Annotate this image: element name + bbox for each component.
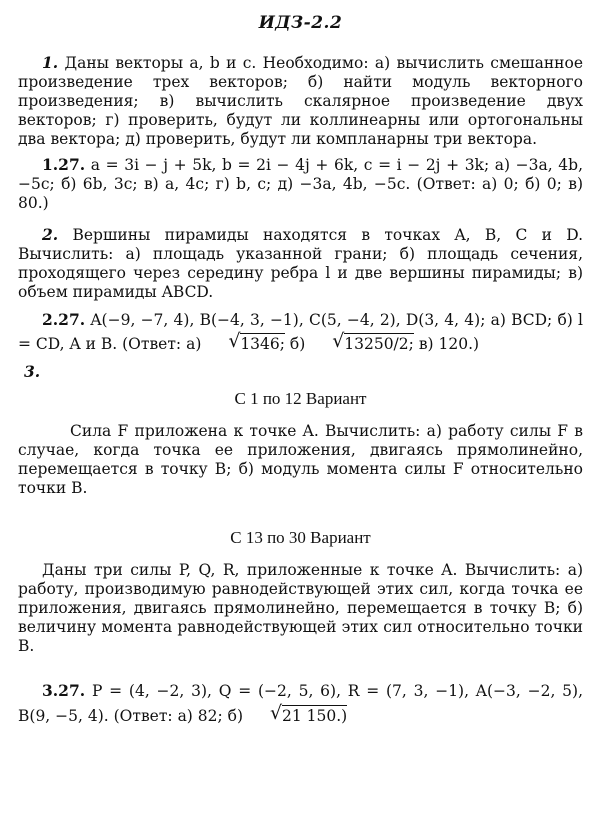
task-3-variant-text: P = (4, −2, 3), Q = (−2, 5, 6), R = (7, 3, −1), A(−3, −2, 5), B(9, −5, 4). (Ответ: а) 82; б) [18,682,584,725]
variant-heading-1-12: С 1 по 12 Вариант [234,389,367,408]
task-2-text: Вершины пирамиды находятся в точках A, B, C и D. Вычислить: а) площадь указанной грани; б) площадь сечения, проходящего через середину ребра l и две вершины пирамиды; в) объем пирамиды ABCD. [18,226,584,301]
sqrt-1346 [206,332,285,356]
variant-heading-13-30: С 13 по 30 Вариант [230,528,371,547]
task-1-number: 1. [42,53,59,72]
task-3-text-1: Сила F приложена к точке A. Вычислить: а) работу силы F в случае, когда точка ее приложения, двигаясь прямолинейно, перемещается в точку B; б) модуль момента силы F относительно точки B. [18,422,583,497]
task-3-variant [18,678,583,729]
task-3-variant-number: 3.27. [42,681,86,700]
task-2-variant [18,308,583,356]
task-1-variant-text: a = 3i − j + 5k, b = 2i − 4j + 6k, c = i − 2j + 3k; а) −3a, 4b, −5c; б) 6b, 3c; в) a, 4c; г) b, c; д) −3a, 4b, −5c. (Ответ: а) 0; б) 0; в) 80.) [18,156,583,212]
task-2-statement [18,225,583,302]
task-1-variant-number: 1.27. [42,155,86,174]
document-page [18,0,583,729]
task-3-number: 3. [24,362,41,381]
task-2-variant-number: 2.27. [42,310,86,329]
sqrt-1346-value: 1346; [240,335,285,353]
task-3-text-2: Даны три силы P, Q, R, приложенные к точке A. Вычислить: а) работу, производимую равнодействующей этих сил, когда точка ее приложения, двигаясь прямолинейно, перемещается в точку B; б) величину момента равнодействующей этих сил относительно точки B. [18,561,583,655]
document-title: ИДЗ-2.2 [258,13,343,33]
sqrt-21150-value: 21 150.) [281,707,348,725]
task-2-number: 2. [42,225,59,244]
sqrt-13250-value: 13250/2; [344,335,414,353]
sqrt-13250 [310,332,414,356]
task-1-text: Даны векторы a, b и c. Необходимо: а) вычислить смешанное произведение трех векторов; б) найти модуль векторного произведения; в) вычислить скалярное произведение двух векторов; г) проверить, будут ли коллинеарны или ортогональны два вектора; д) проверить, будут ли компланарны три вектора. [18,54,583,148]
task-2-variant-text-b: б) [289,335,306,353]
task-1-statement [18,53,583,149]
sqrt-21150 [248,704,347,729]
task-2-variant-text-c: в) 120.) [418,335,480,353]
task-1-variant [18,155,583,213]
task-2-variant-text-a: A(−9, −7, 4), B(−4, 3, −1), C(5, −4, 2), D(3, 4, 4); а) BCD; б) l = CD, A и B. (Ответ: а) [18,311,583,353]
